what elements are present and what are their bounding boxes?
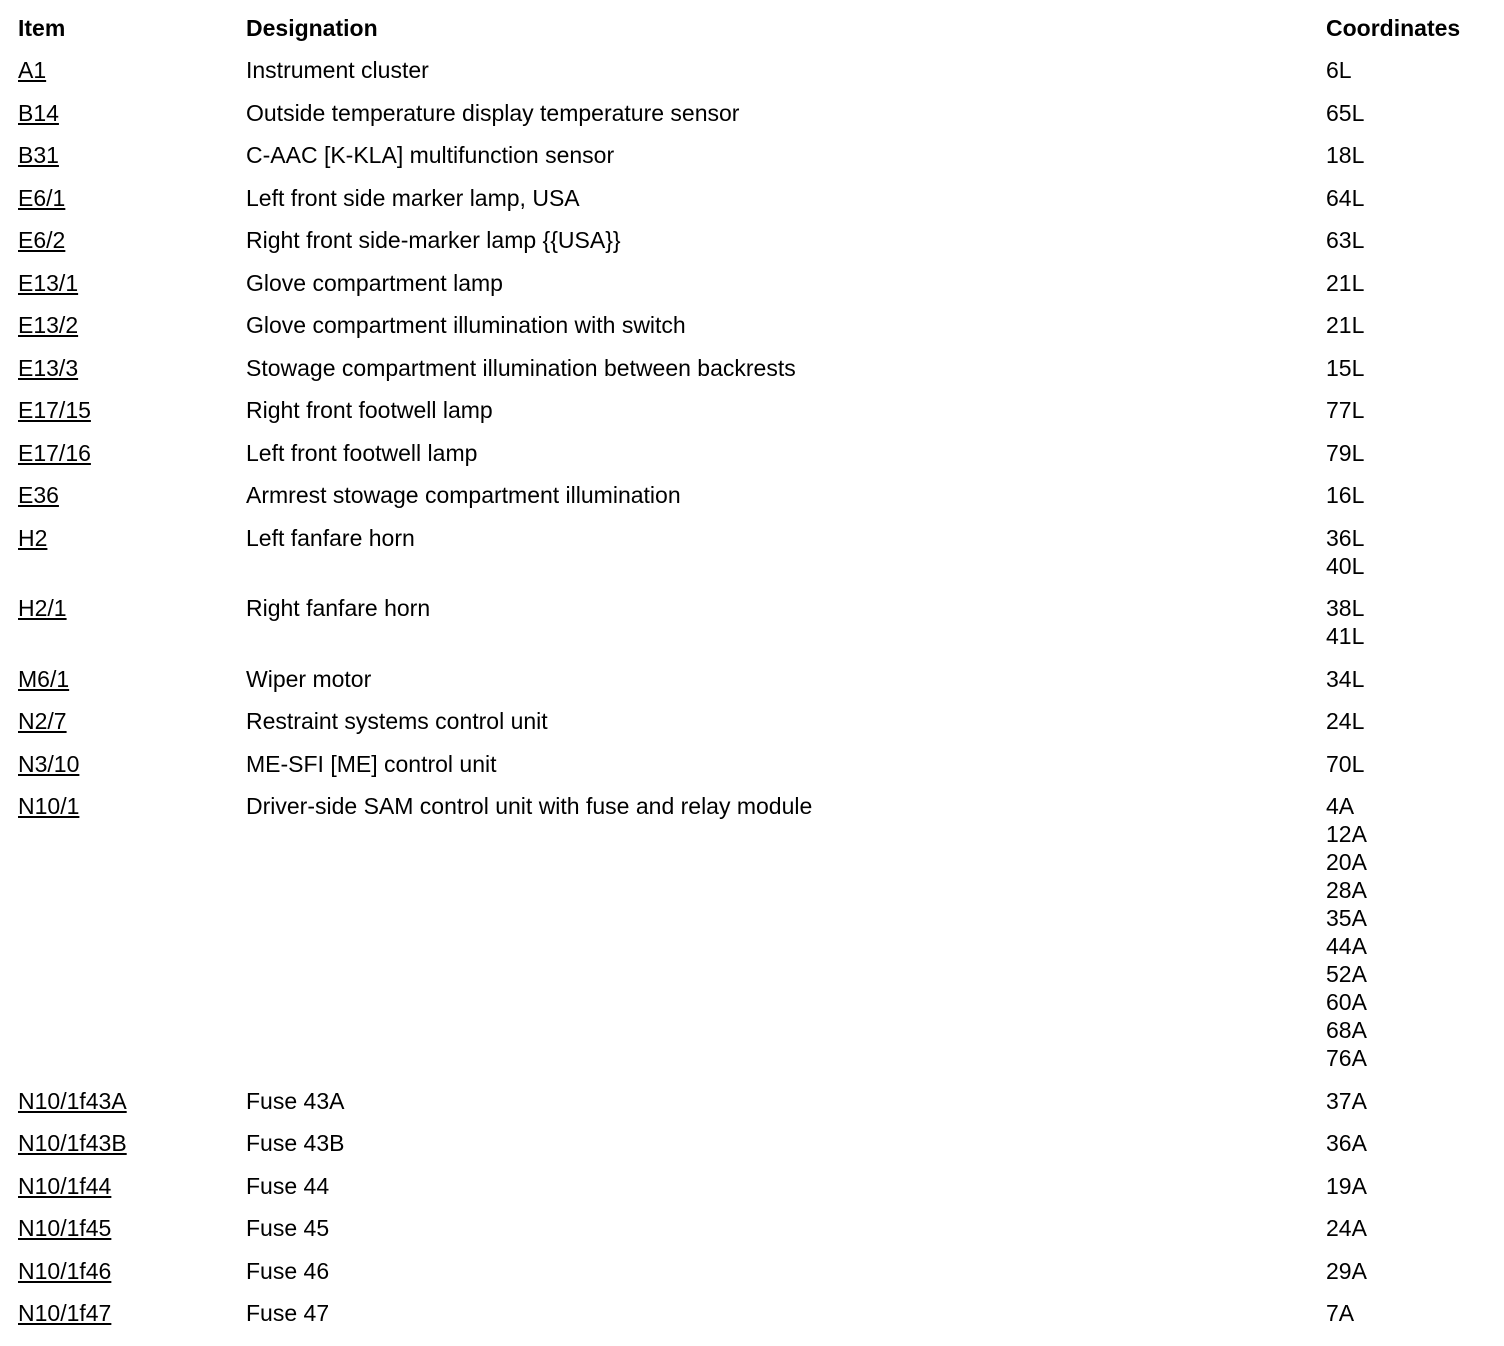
item-link[interactable]: N3/10	[18, 750, 80, 777]
table-row	[18, 56, 1498, 99]
coordinate-value: 21L	[1326, 269, 1365, 296]
coordinates-cell	[1326, 1172, 1486, 1200]
item-cell	[18, 226, 246, 254]
item-cell	[18, 354, 246, 382]
coordinates-cell	[1326, 524, 1486, 580]
coordinates-cell	[1326, 750, 1486, 778]
table-row	[18, 396, 1498, 439]
item-link[interactable]: N2/7	[18, 708, 67, 734]
coordinate-value: 20A	[1326, 849, 1367, 875]
designation-cell: Glove compartment illumination with switch	[246, 312, 686, 338]
coordinates-cell	[1326, 396, 1486, 424]
coordinate-value: 41L	[1326, 623, 1365, 649]
item-cell	[18, 1214, 246, 1242]
designation-cell: Right front side-marker lamp {{USA}}	[246, 227, 621, 253]
item-link[interactable]: E13/3	[18, 354, 79, 381]
designation-cell: Fuse 43B	[246, 1130, 345, 1156]
coordinate-value: 40L	[1326, 552, 1365, 579]
coordinates-cell	[1326, 184, 1486, 212]
table-row	[18, 524, 1498, 595]
coordinate-value: 37A	[1326, 1087, 1367, 1114]
coordinate-value: 29A	[1326, 1257, 1367, 1284]
coordinates-cell	[1326, 707, 1486, 735]
table-row	[18, 1257, 1498, 1300]
table-row	[18, 99, 1498, 142]
item-cell	[18, 311, 246, 339]
item-cell	[18, 707, 246, 735]
table-row	[18, 269, 1498, 312]
designation-cell: Right front footwell lamp	[246, 397, 493, 423]
coordinate-value: 35A	[1326, 905, 1367, 931]
coordinates-cell	[1326, 792, 1486, 1072]
coordinate-value: 12A	[1326, 821, 1367, 847]
item-link[interactable]: E13/1	[18, 269, 79, 296]
coordinate-value: 65L	[1326, 99, 1365, 126]
designation-cell: Restraint systems control unit	[246, 708, 548, 734]
item-link[interactable]: E6/1	[18, 184, 66, 211]
item-cell	[18, 184, 246, 212]
item-link[interactable]: M6/1	[18, 665, 70, 692]
coordinate-value: 70L	[1326, 750, 1365, 777]
designation-cell: Fuse 46	[246, 1257, 330, 1284]
item-cell	[18, 481, 246, 509]
item-link[interactable]: N10/1f43B	[18, 1130, 127, 1156]
coordinate-value: 15L	[1326, 354, 1365, 381]
item-cell	[18, 269, 246, 297]
designation-cell: Wiper motor	[246, 665, 372, 692]
item-link[interactable]: H2/1	[18, 595, 67, 621]
item-link[interactable]: E13/2	[18, 312, 79, 338]
item-link[interactable]: N10/1f47	[18, 1300, 112, 1326]
table-row	[18, 226, 1498, 269]
item-link[interactable]: N10/1	[18, 793, 80, 819]
coordinate-value: 79L	[1326, 439, 1365, 466]
coordinates-cell	[1326, 594, 1486, 650]
table-header	[18, 14, 1498, 56]
item-cell	[18, 439, 246, 467]
designation-cell: Instrument cluster	[246, 57, 429, 83]
item-link[interactable]: N10/1f46	[18, 1257, 112, 1284]
table-body	[18, 56, 1498, 1342]
item-cell	[18, 1299, 246, 1327]
coordinate-value: 28A	[1326, 877, 1367, 903]
item-link[interactable]: E17/16	[18, 439, 91, 466]
coordinate-value: 36L	[1326, 524, 1365, 551]
component-legend-table	[18, 14, 1498, 1342]
header-designation: Designation	[246, 15, 378, 41]
table-row	[18, 792, 1498, 1087]
coordinate-value: 77L	[1326, 397, 1365, 423]
item-cell	[18, 665, 246, 693]
designation-cell: Fuse 43A	[246, 1087, 345, 1114]
table-row	[18, 594, 1498, 665]
item-link[interactable]: H2	[18, 524, 48, 551]
coordinates-cell	[1326, 1299, 1486, 1327]
item-cell	[18, 1257, 246, 1285]
designation-cell: Outside temperature display temperature sensor	[246, 99, 740, 126]
table-row	[18, 1299, 1498, 1342]
designation-cell: Fuse 44	[246, 1172, 330, 1199]
coordinates-cell	[1326, 439, 1486, 467]
item-link[interactable]: N10/1f45	[18, 1215, 112, 1241]
item-link[interactable]: B14	[18, 99, 59, 126]
coordinate-value: 7A	[1326, 1300, 1355, 1326]
coordinates-cell	[1326, 1257, 1486, 1285]
item-link[interactable]: B31	[18, 142, 59, 168]
item-cell	[18, 1172, 246, 1200]
coordinate-value: 6L	[1326, 57, 1352, 83]
header-coordinates: Coordinates	[1326, 15, 1461, 41]
coordinates-cell	[1326, 354, 1486, 382]
coordinate-value: 52A	[1326, 961, 1367, 987]
coordinates-cell	[1326, 665, 1486, 693]
coordinates-cell	[1326, 226, 1486, 254]
table-row	[18, 481, 1498, 524]
table-row	[18, 439, 1498, 482]
coordinates-cell	[1326, 269, 1486, 297]
designation-cell: Driver-side SAM control unit with fuse and relay module	[246, 793, 813, 819]
coordinate-value: 4A	[1326, 793, 1355, 819]
coordinates-cell	[1326, 1087, 1486, 1115]
coordinate-value: 76A	[1326, 1045, 1367, 1071]
coordinate-value: 16L	[1326, 482, 1365, 508]
item-cell	[18, 1129, 246, 1157]
designation-cell: Glove compartment lamp	[246, 269, 503, 296]
coordinate-value: 34L	[1326, 665, 1365, 692]
item-link[interactable]: N10/1f44	[18, 1172, 112, 1199]
table-row	[18, 665, 1498, 708]
coordinates-cell	[1326, 99, 1486, 127]
coordinate-value: 18L	[1326, 142, 1365, 168]
table-row	[18, 311, 1498, 354]
item-cell	[18, 141, 246, 169]
coordinates-cell	[1326, 481, 1486, 509]
table-row	[18, 707, 1498, 750]
coordinate-value: 38L	[1326, 595, 1365, 621]
item-cell	[18, 792, 246, 820]
designation-cell: Armrest stowage compartment illumination	[246, 482, 681, 508]
coordinate-value: 19A	[1326, 1172, 1367, 1199]
designation-cell: Left front footwell lamp	[246, 439, 478, 466]
table-row	[18, 1214, 1498, 1257]
item-link[interactable]: N10/1f43A	[18, 1087, 127, 1114]
item-cell	[18, 396, 246, 424]
item-link[interactable]: E36	[18, 482, 59, 508]
designation-cell: C-AAC [K-KLA] multifunction sensor	[246, 142, 615, 168]
item-link[interactable]: E6/2	[18, 227, 66, 253]
designation-cell: Fuse 45	[246, 1215, 330, 1241]
table-row	[18, 1172, 1498, 1215]
table-row	[18, 1087, 1498, 1130]
designation-cell: Stowage compartment illumination between backrests	[246, 354, 796, 381]
table-row	[18, 750, 1498, 793]
header-item: Item	[18, 15, 66, 41]
coordinate-value: 21L	[1326, 312, 1365, 338]
item-cell	[18, 1087, 246, 1115]
item-cell	[18, 56, 246, 84]
coordinate-value: 36A	[1326, 1130, 1367, 1156]
coordinates-cell	[1326, 141, 1486, 169]
coordinates-cell	[1326, 311, 1486, 339]
designation-cell: ME-SFI [ME] control unit	[246, 750, 497, 777]
coordinates-cell	[1326, 1129, 1486, 1157]
designation-cell: Right fanfare horn	[246, 595, 431, 621]
table-row	[18, 184, 1498, 227]
coordinate-value: 24L	[1326, 708, 1365, 734]
coordinates-cell	[1326, 56, 1486, 84]
coordinate-value: 60A	[1326, 989, 1367, 1015]
coordinate-value: 24A	[1326, 1215, 1367, 1241]
item-cell	[18, 594, 246, 622]
coordinate-value: 44A	[1326, 933, 1367, 959]
item-link[interactable]: A1	[18, 57, 47, 83]
coordinate-value: 68A	[1326, 1017, 1367, 1043]
coordinates-cell	[1326, 1214, 1486, 1242]
item-cell	[18, 99, 246, 127]
designation-cell: Left front side marker lamp, USA	[246, 184, 580, 211]
item-cell	[18, 750, 246, 778]
table-row	[18, 1129, 1498, 1172]
table-row	[18, 354, 1498, 397]
coordinate-value: 63L	[1326, 227, 1365, 253]
designation-cell: Fuse 47	[246, 1300, 330, 1326]
item-link[interactable]: E17/15	[18, 397, 91, 423]
coordinate-value: 64L	[1326, 184, 1365, 211]
item-cell	[18, 524, 246, 552]
designation-cell: Left fanfare horn	[246, 524, 415, 551]
table-row	[18, 141, 1498, 184]
